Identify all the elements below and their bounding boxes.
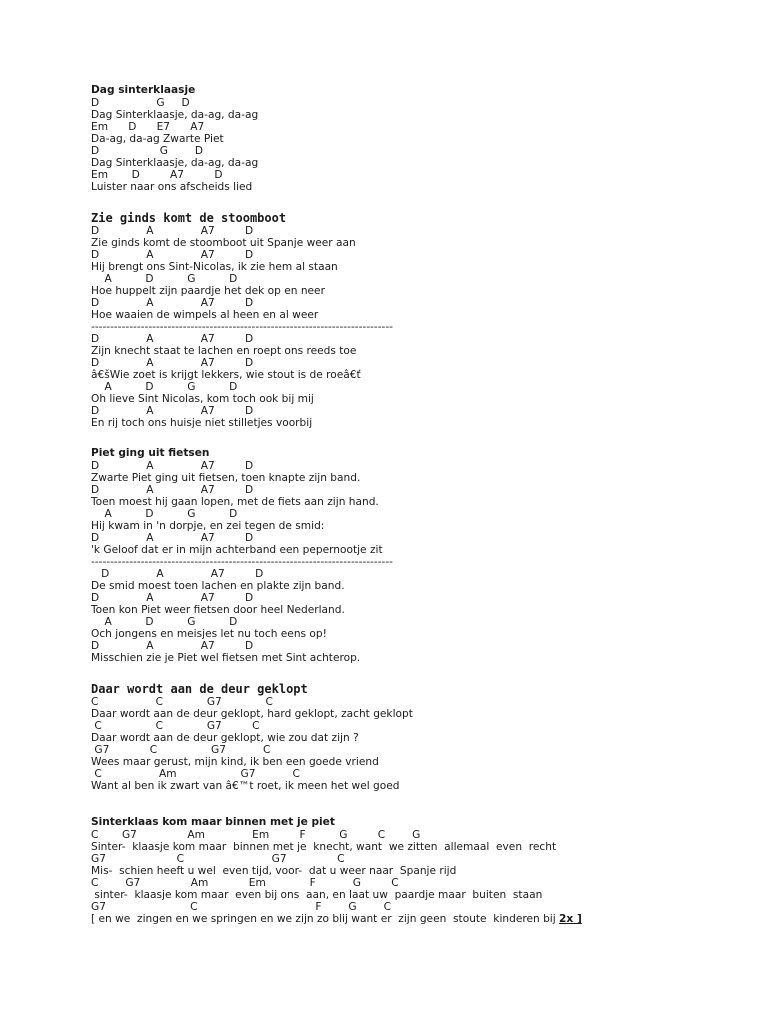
lyric-line: Zie ginds komt de stoomboot uit Spanje weer aan [91, 237, 356, 249]
chord-line: D A A7 D [91, 297, 254, 309]
chord-line: D A A7 D [91, 357, 254, 369]
lyric-line: Toen kon Piet weer fietsen door heel Nederland. [91, 604, 345, 616]
chord-line: D G D [91, 97, 190, 109]
song-dag-sinterklaasje [91, 84, 751, 193]
lyric-line: Dag Sinterklaasje, da-ag, da-ag [91, 157, 259, 169]
lyric-line: Daar wordt aan de deur geklopt, wie zou dat zijn ? [91, 732, 359, 744]
chord-line: D A A7 D [91, 249, 254, 261]
songbook-page [91, 84, 751, 925]
chord-line: D A A7 D [91, 592, 254, 604]
lyric-line: Luister naar ons afscheids lied [91, 181, 253, 193]
lyric-line: Wees maar gerust, mijn kind, ik ben een goede vriend [91, 756, 379, 768]
song-title: Daar wordt aan de deur geklopt [91, 682, 308, 696]
song-lines [91, 829, 751, 925]
lyric-line: â€šWie zoet is krijgt lekkers, wie stout is de roeâ€ť [91, 369, 361, 381]
chord-line: D A A7 D [91, 333, 254, 345]
lyric-line: Hoe huppelt zijn paardje het dek op en neer [91, 285, 325, 297]
chord-line: D A A7 D [91, 225, 254, 237]
chord-line: G7 C F G C [91, 901, 391, 913]
song-title: Piet ging uit fietsen [91, 447, 210, 459]
song-daar-wordt-aan-de-deur-geklopt [91, 682, 751, 792]
lyric-line: Hij brengt ons Sint-Nicolas, ik zie hem al staan [91, 261, 338, 273]
song-piet-ging-uit-fietsen [91, 447, 751, 664]
lyric-line: 'k Geloof dat er in mijn achterband een pepernootje zit [91, 544, 383, 556]
chord-line: A D G D [91, 273, 238, 285]
chord-line: D A A7 D [91, 640, 254, 652]
chord-line: C C G7 C [91, 720, 260, 732]
song-lines [91, 97, 751, 193]
lyric-line: Toen moest hij gaan lopen, met de fiets aan zijn hand. [91, 496, 379, 508]
chord-line: D A A7 D [91, 405, 254, 417]
song-title: Dag sinterklaasje [91, 84, 196, 96]
song-zie-ginds-komt-de-stoomboot [91, 211, 751, 429]
lyric-line: Dag Sinterklaasje, da-ag, da-ag [91, 109, 259, 121]
lyric-line: Hij kwam in 'n dorpje, en zei tegen de smid: [91, 520, 325, 532]
lyric-line: Misschien zie je Piet wel fietsen met Sint achterop. [91, 652, 361, 664]
chord-line: D G D [91, 145, 204, 157]
song-lines [91, 225, 751, 429]
chord-line: A D G D [91, 381, 238, 393]
lyric-line: Mis- schien heeft u wel even tijd, voor- dat u weer naar Spanje rijd [91, 865, 457, 877]
lyric-line: Daar wordt aan de deur geklopt, hard geklopt, zacht geklopt [91, 708, 413, 720]
chord-line: A D G D [91, 616, 238, 628]
chord-line: C G7 Am Em F G C [91, 877, 399, 889]
lyric-line: Och jongens en meisjes let nu toch eens op! [91, 628, 327, 640]
chord-line: D A A7 D [91, 568, 264, 580]
song-title: Zie ginds komt de stoomboot [91, 211, 287, 225]
song-lines [91, 696, 751, 792]
lyric-line: De smid moest toen lachen en plakte zijn band. [91, 580, 345, 592]
chord-line: D A A7 D [91, 460, 254, 472]
lyric-line-refrain [91, 913, 751, 925]
chord-line: G7 C G7 C [91, 744, 271, 756]
verse-divider: ------------------------------------------------------------------------------- [91, 321, 393, 333]
lyric-line: Da-ag, da-ag Zwarte Piet [91, 133, 224, 145]
refrain-text: [ en we zingen en we springen en we zijn zo blij want er zijn geen stoute kinderen bij [91, 913, 560, 925]
chord-line: C C G7 C [91, 696, 273, 708]
chord-line: C Am G7 C [91, 768, 300, 780]
lyric-line: En rij toch ons huisje niet stilletjes voorbij [91, 417, 313, 429]
lyric-line: sinter- klaasje kom maar even bij ons aan, en laat uw paardje maar buiten staan [91, 889, 543, 901]
chord-line: Em D E7 A7 [91, 121, 205, 133]
chord-line: Em D A7 D [91, 169, 223, 181]
song-lines [91, 460, 751, 664]
repeat-mark: 2x ] [559, 913, 582, 925]
lyric-line: Zijn knecht staat te lachen en roept ons reeds toe [91, 345, 357, 357]
song-title: Sinterklaas kom maar binnen met je piet [91, 816, 335, 828]
chord-line: G7 C G7 C [91, 853, 345, 865]
chord-line: D A A7 D [91, 532, 254, 544]
lyric-line: Zwarte Piet ging uit fietsen, toen knapte zijn band. [91, 472, 361, 484]
chord-line: A D G D [91, 508, 238, 520]
lyric-line: Want al ben ik zwart van â€™t roet, ik meen het wel goed [91, 780, 400, 792]
lyric-line: Sinter- klaasje kom maar binnen met je knecht, want we zitten allemaal even recht [91, 841, 557, 853]
song-sinterklaas-kom-maar-binnen [91, 816, 751, 925]
lyric-line: Hoe waaien de wimpels al heen en al weer [91, 309, 319, 321]
chord-line: D A A7 D [91, 484, 254, 496]
lyric-line: Oh lieve Sint Nicolas, kom toch ook bij mij [91, 393, 314, 405]
chord-line: C G7 Am Em F G C G [91, 829, 421, 841]
verse-divider: ------------------------------------------------------------------------------- [91, 556, 393, 568]
